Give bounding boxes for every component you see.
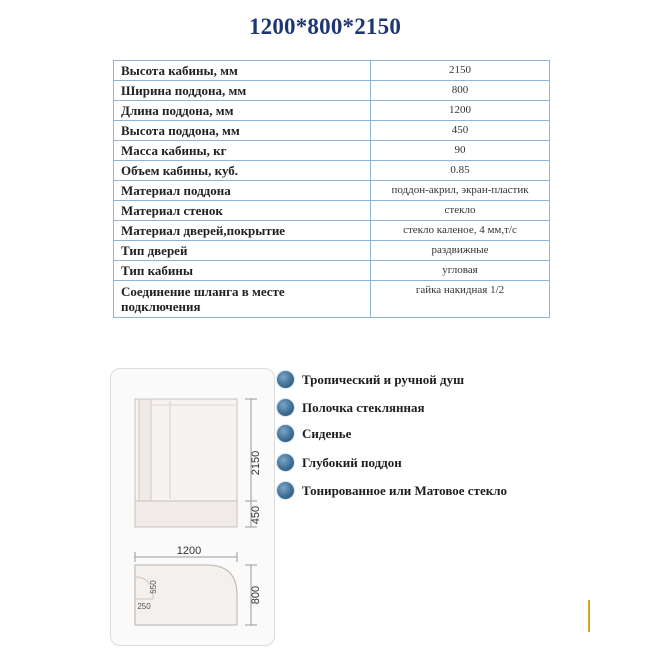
feature-label: Полочка стеклянная [302,399,425,415]
table-row [114,121,550,141]
spec-value: поддон-акрил, экран-пластик [371,181,550,201]
cabin-tray [135,501,237,527]
specs-table [113,60,550,318]
circle-bullet-icon [277,371,294,388]
spec-label: Объем кабины, куб. [114,161,371,181]
tray-height-label: 450 [250,505,262,525]
table-row [114,201,550,221]
list-item [277,425,351,442]
spec-label: Ширина поддона, мм [114,81,371,101]
height-label: 2150 [250,450,262,476]
feature-label: Тонированное или Матовое стекло [302,482,508,498]
spec-value: 0.85 [371,161,550,181]
list-item [277,399,425,416]
spec-value: гайка накидная 1/2 [371,281,550,318]
table-row [114,161,550,181]
table-row [114,241,550,261]
table-row [114,181,550,201]
spec-value: стекло [371,201,550,221]
circle-bullet-icon [277,425,294,442]
spec-value: 90 [371,141,550,161]
table-row [114,221,550,241]
spec-label: Соединение шланга в месте подключения [114,281,371,318]
list-item [277,482,507,499]
table-row [114,261,550,281]
list-item [277,454,402,471]
cabin-side-wall [139,399,151,501]
table-row [114,141,550,161]
spec-label: Тип кабины [114,261,371,281]
spec-label: Материал стенок [114,201,371,221]
spec-value: 1200 [371,101,550,121]
spec-label: Высота кабины, мм [114,61,371,81]
spec-label: Масса кабины, кг [114,141,371,161]
spec-value: 2150 [371,61,550,81]
diagram-panel [110,368,275,646]
corner-dimension-label: 550 [149,580,158,594]
spec-value: угловая [371,261,550,281]
feature-label: Сиденье [302,425,352,441]
spec-value: стекло каленое, 4 мм,т/с [371,221,550,241]
spec-value: раздвижные [371,241,550,261]
accent-line [588,600,590,632]
spec-value: 450 [371,121,550,141]
circle-bullet-icon [277,482,294,499]
cabin-drawing [111,369,274,645]
table-row [114,281,550,318]
spec-label: Высота поддона, мм [114,121,371,141]
table-row [114,101,550,121]
circle-bullet-icon [277,399,294,416]
circle-bullet-icon [277,454,294,471]
spec-label: Тип дверей [114,241,371,261]
table-row [114,61,550,81]
tray-top-view [135,565,237,625]
feature-label: Глубокий поддон [302,454,402,470]
spec-label: Материал поддона [114,181,371,201]
width-label: 1200 [176,545,202,557]
corner-dimension-label: 250 [137,602,151,611]
page-title: 1200*800*2150 [248,14,402,39]
feature-label: Тропический и ручной душ [302,371,465,387]
spec-label: Материал дверей,покрытие [114,221,371,241]
list-item [277,371,464,388]
table-row [114,81,550,101]
spec-label: Длина поддона, мм [114,101,371,121]
spec-value: 800 [371,81,550,101]
depth-label: 800 [250,585,262,605]
